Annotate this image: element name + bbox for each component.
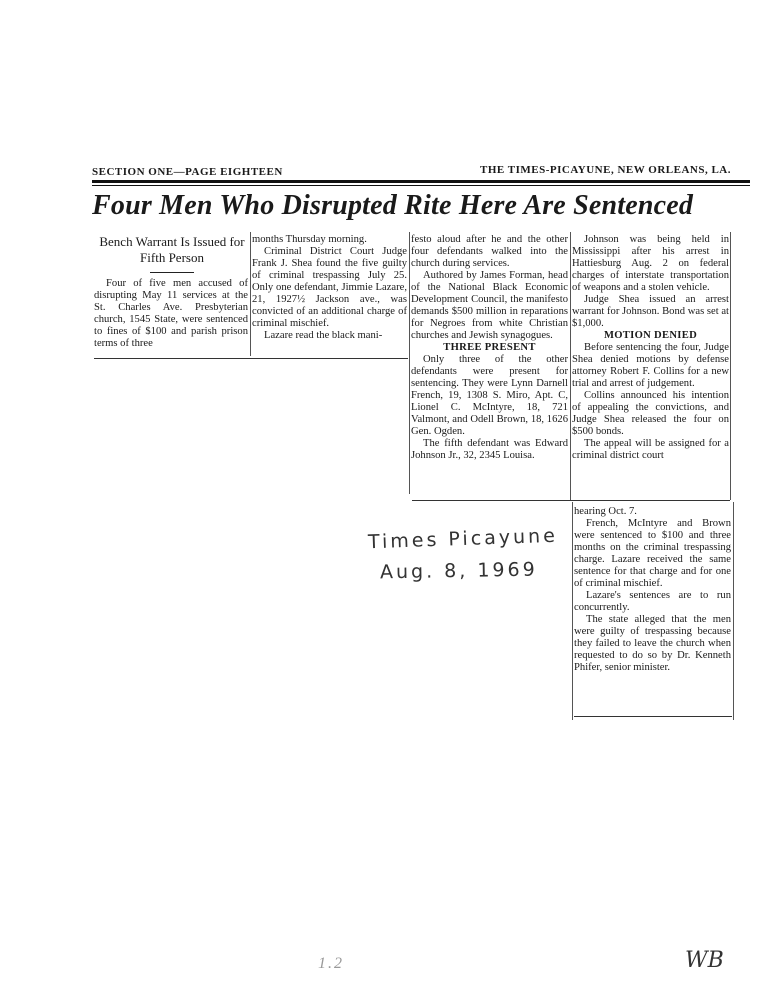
section-label: SECTION ONE—PAGE EIGHTEEN [92,166,283,178]
handwritten-source: Times Picayune [367,524,559,554]
header-rule-thin [92,185,750,186]
column-divider [570,232,571,500]
article-column-5 [574,506,731,674]
paragraph: The fifth defendant was Edward Johnson Jr., 32, 2345 Louisa. [411,438,568,461]
column-divider [730,232,731,500]
paragraph: The state alleged that the men were guilty of trespassing because they failed to leave the church when requested to do so by Dr. Kenneth Phifer, senior minister. [574,614,731,673]
faint-page-mark: 1.2 [318,955,344,972]
column-divider [733,502,734,720]
section-subhead: THREE PRESENT [443,342,536,353]
paragraph: Criminal District Court Judge Frank J. Shea found the five guilty of criminal trespassing July 25. Only one defendant, Jimmie Lazare, 21, 1927½ Jackson ave., was convicted of an additional charge of criminal mischief. [252,246,407,329]
paragraph: The appeal will be assigned for a criminal district court [572,438,729,461]
paragraph: Judge Shea issued an arrest warrant for Johnson. Bond was set at $1,000. [572,294,729,329]
handwritten-date: Aug. 8, 1969 [379,558,538,584]
paragraph: festo aloud after he and the other four defendants walked into the church during services. [411,234,568,269]
paragraph: Lazare read the black mani- [264,330,383,341]
column-end-rule [574,716,732,717]
column-divider [250,232,251,356]
paragraph: Authored by James Forman, head of the National Black Economic Development Council, the manifesto demands $500 million in reparations for Negroes from white Christian churches and Jewish synagogues. [411,270,568,341]
handwritten-initials: WB [685,948,724,973]
paragraph: Four of five men accused of disrupting May 11 services at the St. Charles Ave. Presbyterian church, 1545 State, were sentenced to fines of $100 and parish prison terms of three [94,278,248,349]
paragraph: French, McIntyre and Brown were sentenced to $100 and three months on the criminal trespassing charge. Lazare received the same sentence for that charge and for one of criminal mischief. [574,518,731,589]
section-subhead: MOTION DENIED [603,330,698,341]
headline: Four Men Who Disrupted Rite Here Are Sentenced [92,190,694,221]
article-column-2 [252,234,407,342]
paragraph: Lazare's sentences are to run concurrently. [574,590,731,613]
paragraph: months Thursday morning. [252,234,367,245]
subheadline: Bench Warrant Is Issued for Fifth Person [99,234,245,265]
paragraph: hearing Oct. 7. [574,506,637,517]
article-column-4 [572,234,729,462]
paragraph: Johnson was being held in Mississippi after his arrest in Hattiesburg Aug. 2 on federal charges of interstate transportation of weapons and a stolen vehicle. [572,234,729,293]
column-divider [409,232,410,494]
paragraph: Before sentencing the four, Judge Shea denied motions by defense attorney Robert F. Collins for a new trial and arrest of judgement. [572,342,729,389]
newspaper-name: THE TIMES-PICAYUNE, NEW ORLEANS, LA. [480,164,731,176]
column-divider [572,502,573,720]
column-end-rule [412,500,730,501]
article-column-3 [411,234,568,462]
column-end-rule [94,358,408,359]
subhead-rule [150,272,194,273]
article-column-1 [94,278,248,350]
paragraph: Collins announced his intention of appealing the convictions, and Judge Shea released the four on $500 bonds. [572,390,729,437]
header-rule-thick [92,180,750,183]
paragraph: Only three of the other defendants were present for sentencing. They were Lynn Darnell French, 19, 1308 S. Miro, Apt. C, Lionel C. McIntyre, 18, 721 Valmont, and Odell Brown, 18, 1626 Gen. Ogden. [411,354,568,437]
